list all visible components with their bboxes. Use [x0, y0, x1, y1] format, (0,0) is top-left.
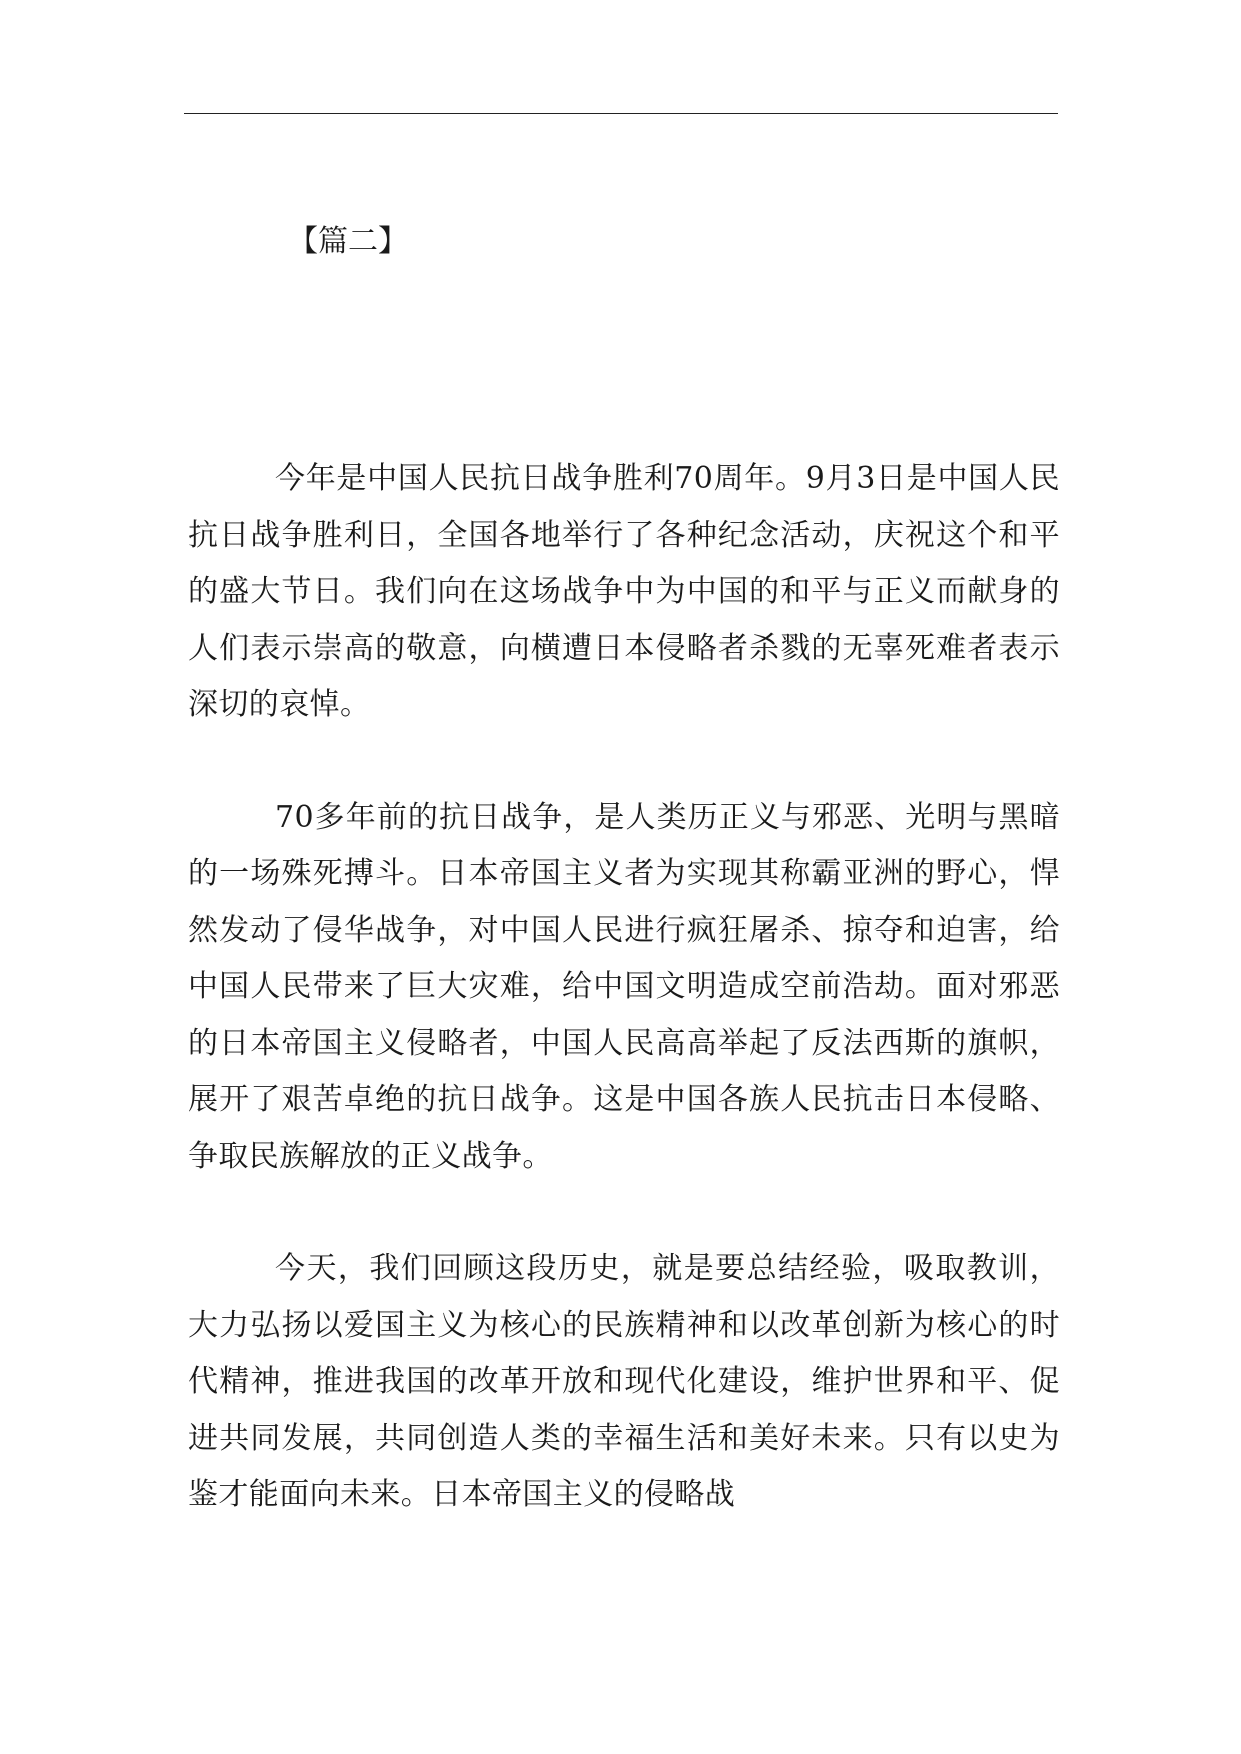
- header-divider: [184, 113, 1058, 114]
- section-heading: 【篇二】: [288, 224, 408, 259]
- paragraph-3: 今天，我们回顾这段历史，就是要总结经验，吸取教训，大力弘扬以爱国主义为核心的民族精神和以改革创新为核心的时代精神，推进我国的改革开放和现代化建设，维护世界和平、促进共同发展，共同创造人类的幸福生活和美好未来。只有以史为鉴才能面向未来。日本帝国主义的侵略战: [188, 1251, 1060, 1512]
- article-body: [188, 451, 1060, 1580]
- paragraph-2: 70多年前的抗日战争，是人类历正义与邪恶、光明与黑暗的一场殊死搏斗。日本帝国主义者为实现其称霸亚洲的野心，悍然发动了侵华战争，对中国人民进行疯狂屠杀、掠夺和迫害，给中国人民带来了巨大灾难，给中国文明造成空前浩劫。面对邪恶的日本帝国主义侵略者，中国人民高高举起了反法西斯的旗帜，展开了艰苦卓绝的抗日战争。这是中国各族人民抗击日本侵略、争取民族解放的正义战争。: [188, 799, 1060, 1174]
- paragraph-1: 今年是中国人民抗日战争胜利70周年。9月3日是中国人民抗日战争胜利日，全国各地举行了各种纪念活动，庆祝这个和平的盛大节日。我们向在这场战争中为中国的和平与正义而献身的人们表示崇高的敬意，向横遭日本侵略者杀戮的无辜死难者表示深切的哀悼。: [188, 461, 1060, 722]
